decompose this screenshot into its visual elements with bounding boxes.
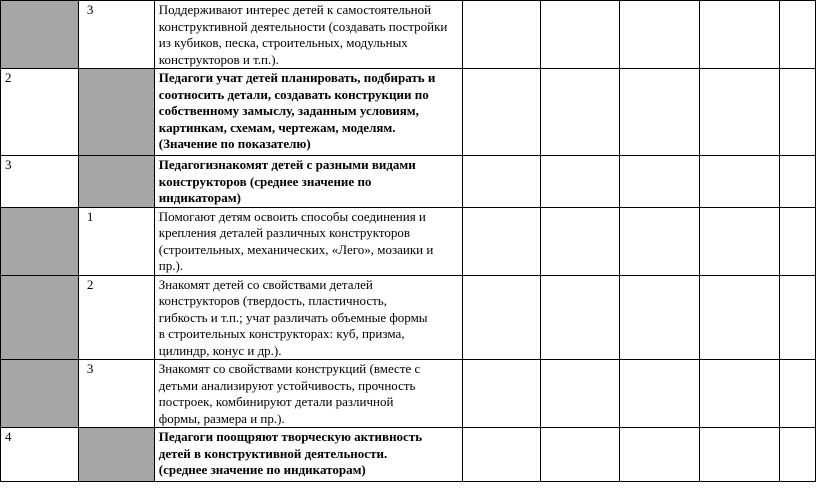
score-cell [541, 428, 620, 482]
section-number-cell [1, 360, 79, 428]
score-cell [620, 207, 700, 275]
score-cell [780, 1, 816, 69]
criterion-text-cell: Знакомят детей со свойствами деталей конструкторов (твердость, пластичность, гибкость и т.п.; учат различать объемные формы в строительных конструкторах: куб, призма, цилиндр, конус и др.). [154, 275, 462, 360]
table-row [1, 207, 816, 275]
score-cell [620, 360, 700, 428]
table-row [1, 428, 816, 482]
item-number-cell: 3 [78, 360, 154, 428]
score-cell [700, 69, 780, 156]
score-cell [462, 69, 541, 156]
score-cell [620, 69, 700, 156]
score-cell [462, 1, 541, 69]
item-number-cell: 1 [78, 207, 154, 275]
score-cell [620, 156, 700, 208]
score-cell [541, 1, 620, 69]
score-cell [700, 156, 780, 208]
score-cell [462, 207, 541, 275]
score-cell [700, 360, 780, 428]
criterion-text-cell: Поддерживают интерес детей к самостоятельной конструктивной деятельности (создавать постройки из кубиков, песка, строительных, модульных конструкторов и т.п.). [154, 1, 462, 69]
section-number-cell: 4 [1, 428, 79, 482]
score-cell [541, 275, 620, 360]
item-number-cell [78, 156, 154, 208]
score-cell [462, 428, 541, 482]
score-cell [780, 360, 816, 428]
score-cell [462, 275, 541, 360]
table-row [1, 1, 816, 69]
table-row [1, 69, 816, 156]
criterion-text-cell: Педагоги поощряют творческую активность детей в конструктивной деятельности. (среднее значение по индикаторам) [154, 428, 462, 482]
item-number-cell: 3 [78, 1, 154, 69]
score-cell [780, 275, 816, 360]
score-cell [780, 156, 816, 208]
score-cell [700, 428, 780, 482]
section-number-cell: 2 [1, 69, 79, 156]
item-number-cell [78, 428, 154, 482]
section-number-cell [1, 275, 79, 360]
section-number-cell [1, 207, 79, 275]
criterion-text-cell: Педагоги учат детей планировать, подбирать и соотносить детали, создавать конструкции по собственному замыслу, заданным условиям, картинкам, схемам, чертежам, моделям. (Значение по показателю) [154, 69, 462, 156]
item-number-cell: 2 [78, 275, 154, 360]
score-cell [541, 69, 620, 156]
table-row [1, 360, 816, 428]
score-cell [700, 1, 780, 69]
score-cell [780, 428, 816, 482]
section-number-cell [1, 1, 79, 69]
score-cell [700, 275, 780, 360]
score-cell [780, 207, 816, 275]
score-cell [620, 1, 700, 69]
criterion-text-cell: Педагогизнакомят детей с разными видами конструкторов (среднее значение по индикаторам) [154, 156, 462, 208]
criterion-text-cell: Помогают детям освоить способы соединения и крепления деталей различных конструкторов (строительных, механических, «Лего», мозаики и пр.). [154, 207, 462, 275]
criterion-text-cell: Знакомят со свойствами конструкций (вместе с детьми анализируют устойчивость, прочность построек, комбинируют детали различной формы, размера и пр.). [154, 360, 462, 428]
score-cell [620, 275, 700, 360]
score-cell [620, 428, 700, 482]
score-cell [700, 207, 780, 275]
score-cell [541, 360, 620, 428]
score-cell [462, 360, 541, 428]
item-number-cell [78, 69, 154, 156]
score-cell [541, 207, 620, 275]
table-row [1, 156, 816, 208]
score-cell [462, 156, 541, 208]
table-row [1, 275, 816, 360]
section-number-cell: 3 [1, 156, 79, 208]
score-cell [780, 69, 816, 156]
score-cell [541, 156, 620, 208]
